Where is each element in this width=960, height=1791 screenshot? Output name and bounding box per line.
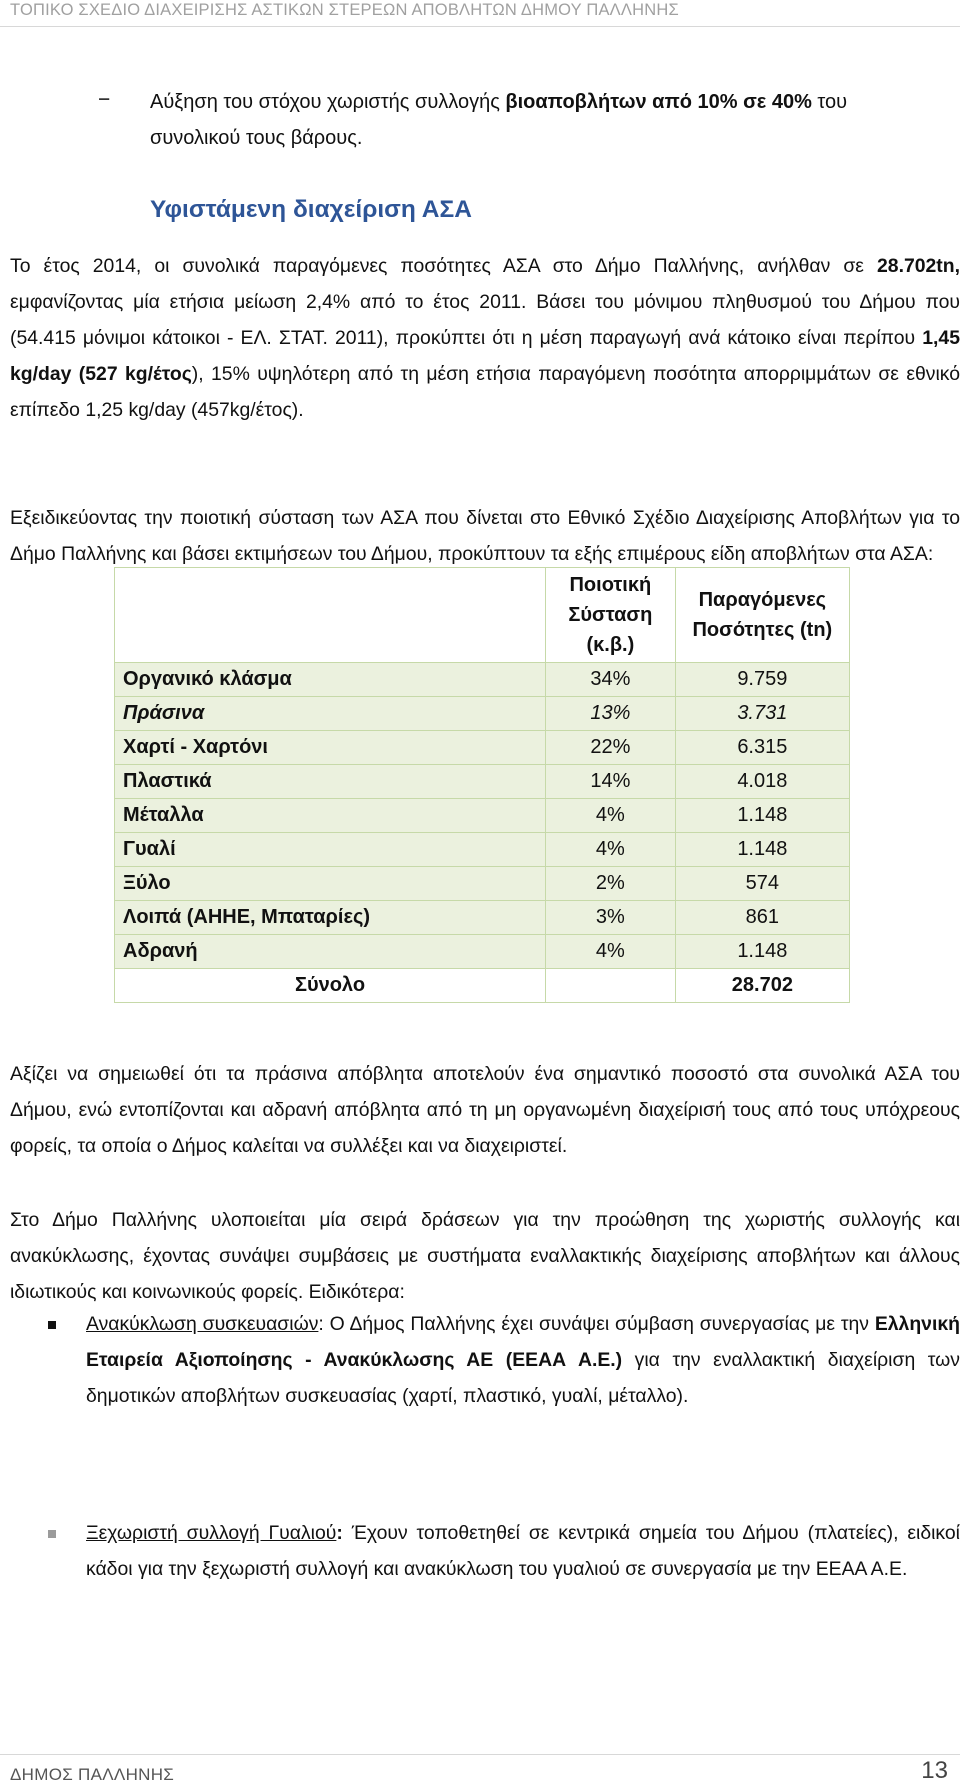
table-row <box>115 731 850 765</box>
header-title: ΤΟΠΙΚΟ ΣΧΕΔΙΟ ΔΙΑΧΕΙΡΙΣΗΣ ΑΣΤΙΚΩΝ ΣΤΕΡΕΩΝ ΑΠΟΒΛΗΤΩΝ ΔΗΜΟΥ ΠΑΛΛΗΝΗΣ <box>10 1 679 19</box>
table-row <box>115 901 850 935</box>
list-item-packaging <box>86 1306 960 1414</box>
lead-text-1: Αύξηση του στόχου χωριστής συλλογής <box>150 91 506 113</box>
row-name: Λοιπά (ΑΗΗΕ, Μπαταρίες) <box>115 901 546 935</box>
list-item-text-b: για την εναλλακτική διαχείριση των δημοτικών αποβλήτων συσκευασίας (χαρτί, πλαστικό, γυαλί, μέταλλο). <box>86 1349 960 1407</box>
square-bullet-icon <box>48 1321 56 1329</box>
row-qty: 9.759 <box>675 663 849 697</box>
list-item-bold: Ελληνική Εταιρεία Αξιοποίησης - Ανακύκλωσης ΑΕ (ΕΕΑΑ Α.Ε.) <box>86 1313 960 1371</box>
table-row <box>115 867 850 901</box>
list-item-text-a: Έχουν τοποθετηθεί σε κεντρικά σημεία του Δήμου (πλατείες), ειδικοί κάδοι για την ξεχωριστή συλλογή και ανακύκλωση του γυαλιού σε συνεργασία με την ΕΕΑΑ Α.Ε. <box>86 1522 960 1580</box>
row-qty: 4.018 <box>675 765 849 799</box>
p1-text-a: Το έτος 2014, οι συνολικά παραγόμενες ποσότητες ΑΣΑ στο Δήμο Παλλήνης, ανήλθαν σε <box>10 255 877 277</box>
row-name: Χαρτί - Χαρτόνι <box>115 731 546 765</box>
table-header-row <box>115 568 850 663</box>
lead-list-item <box>150 84 930 156</box>
lead-text-2: του συνολικού τους βάρους. <box>150 91 848 149</box>
table-total-row <box>115 969 850 1003</box>
p1-bold-d: 1,45 kg/day (527 kg/έτος <box>10 327 960 385</box>
row-pct: 4% <box>546 799 676 833</box>
row-name: Πράσινα <box>115 697 546 731</box>
row-name: Οργανικό κλάσμα <box>115 663 546 697</box>
table-row <box>115 697 850 731</box>
table-row <box>115 799 850 833</box>
row-pct: 4% <box>546 833 676 867</box>
paragraph-green-waste: Αξίζει να σημειωθεί ότι τα πράσινα απόβλητα αποτελούν ένα σημαντικό ποσοστό στα συνολικά ΑΣΑ του Δήμου, ενώ εντοπίζονται και αδρανή απόβλητα από τη μη οργανωμένη διαχείρισή τους από τους υπόχρεους φορείς, τα οποία ο Δήμος καλείται να συλλέξει και να διαχειριστεί. <box>10 1063 960 1157</box>
row-pct: 3% <box>546 901 676 935</box>
list-item-text-a: Ο Δήμος Παλλήνης έχει συνάψει σύμβαση συνεργασίας με την <box>329 1313 875 1335</box>
section-title: Υφιστάμενη διαχείριση ΑΣΑ <box>150 196 472 223</box>
total-label: Σύνολο <box>115 969 546 1003</box>
row-pct: 22% <box>546 731 676 765</box>
dash-bullet: − <box>98 88 111 111</box>
table-header-composition: Ποιοτική Σύσταση (κ.β.) <box>546 568 676 663</box>
list-item-title: Ανακύκλωση συσκευασιών <box>86 1313 319 1335</box>
table-row <box>115 765 850 799</box>
waste-composition-table <box>114 567 850 1003</box>
row-qty: 1.148 <box>675 833 849 867</box>
paragraph-production <box>10 248 960 428</box>
table-row <box>115 833 850 867</box>
footer-divider <box>0 1754 960 1755</box>
list-item-glass <box>86 1515 960 1587</box>
square-bullet-icon <box>48 1530 56 1538</box>
row-qty: 3.731 <box>675 697 849 731</box>
row-pct: 2% <box>546 867 676 901</box>
paragraph-actions-intro: Στο Δήμο Παλλήνης υλοποιείται μία σειρά δράσεων για την προώθηση της χωριστής συλλογής και ανακύκλωσης, έχοντας συνάψει συμβάσεις με συστήματα εναλλακτικής διαχείρισης αποβλήτων και άλλους ιδιωτικούς και κοινωνικούς φορείς. Ειδικότερα: <box>10 1209 960 1303</box>
row-pct: 14% <box>546 765 676 799</box>
row-qty: 1.148 <box>675 799 849 833</box>
table-header-quantity: Παραγόμενες Ποσότητες (tn) <box>675 568 849 663</box>
row-qty: 574 <box>675 867 849 901</box>
footer-municipality: ΔΗΜΟΣ ΠΑΛΛΗΝΗΣ <box>10 1765 175 1784</box>
row-name: Γυαλί <box>115 833 546 867</box>
table-row <box>115 663 850 697</box>
row-name: Πλαστικά <box>115 765 546 799</box>
page-number: 13 <box>921 1757 948 1784</box>
row-pct: 4% <box>546 935 676 969</box>
p1-text-c: εμφανίζοντας μία ετήσια μείωση 2,4% από το έτος 2011. Βάσει του μόνιμου πληθυσμού του Δήμου που (54.415 μόνιμοι κάτοικοι - ΕΛ. ΣΤΑΤ. 2011), προκύπτει ότι η μέση παραγωγή ανά κάτοικο είναι περίπου <box>10 291 960 349</box>
total-value: 28.702 <box>675 969 849 1003</box>
row-qty: 1.148 <box>675 935 849 969</box>
list-item-sep: : <box>336 1522 352 1544</box>
row-name: Ξύλο <box>115 867 546 901</box>
row-name: Αδρανή <box>115 935 546 969</box>
table-header-blank <box>115 568 546 663</box>
p1-text-e: ), 15% υψηλότερη από τη μέση ετήσια παραγόμενη ποσότητα απορριμμάτων σε εθνικό επίπεδο 1,25 kg/day (457kg/έτος). <box>10 363 960 421</box>
p1-bold-b: 28.702tn, <box>877 255 960 277</box>
total-blank <box>546 969 676 1003</box>
list-item-title: Ξεχωριστή συλλογή Γυαλιού <box>86 1522 337 1544</box>
list-item-sep: : <box>318 1313 330 1335</box>
row-qty: 6.315 <box>675 731 849 765</box>
paragraph-composition-intro: Εξειδικεύοντας την ποιοτική σύσταση των ΑΣΑ που δίνεται στο Εθνικό Σχέδιο Διαχείρισης Αποβλήτων για το Δήμο Παλλήνης και βάσει εκτιμήσεων του Δήμου, προκύπτουν τα εξής επιμέρους είδη αποβλήτων στα ΑΣΑ: <box>10 507 960 565</box>
table-row <box>115 935 850 969</box>
row-pct: 13% <box>546 697 676 731</box>
row-pct: 34% <box>546 663 676 697</box>
row-qty: 861 <box>675 901 849 935</box>
page-header <box>0 0 960 27</box>
row-name: Μέταλλα <box>115 799 546 833</box>
lead-text-bold: βιοαποβλήτων από 10% σε 40% <box>505 91 812 113</box>
